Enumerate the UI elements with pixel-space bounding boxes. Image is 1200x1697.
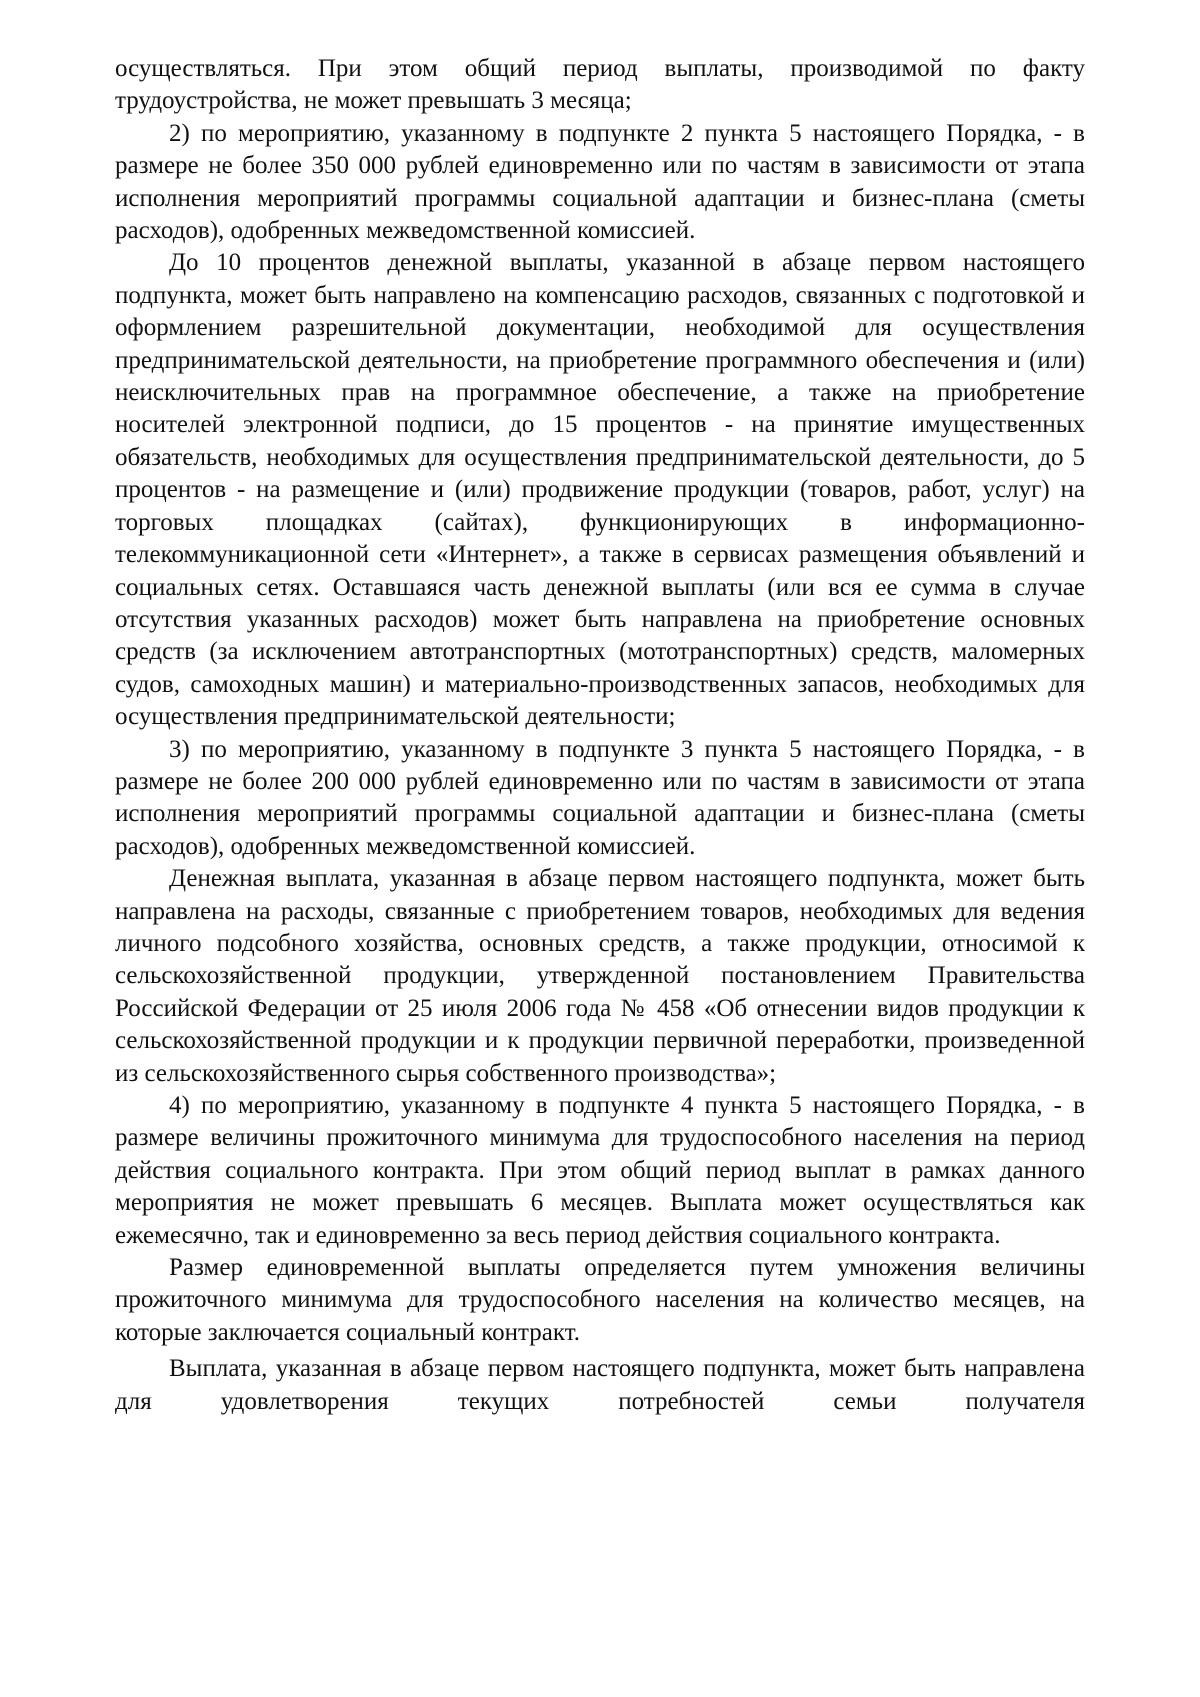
paragraph-item-2: 2) по мероприятию, указанному в подпункте 2 пункта 5 настоящего Порядка, - в размере не более 350 000 рублей единовременно или по частям в зависимости от этапа исполнения мероприятий программы социальной адаптации и бизнес-плана (сметы расходов), одобренных межведомственной комиссией. xyxy=(115,119,1085,245)
paragraph-payment-purpose: Выплата, указанная в абзаце первом настоящего подпункта, может быть направлена для удовлетворения текущих потребностей семьи получателя xyxy=(115,1355,1085,1415)
paragraph-item-3: 3) по мероприятию, указанному в подпункте 3 пункта 5 настоящего Порядка, - в размере не более 200 000 рублей единовременно или по частям в зависимости от этапа исполнения мероприятий программы социальной адаптации и бизнес-плана (сметы расходов), одобренных межведомственной комиссией. xyxy=(115,735,1085,860)
document-page xyxy=(115,53,1085,1418)
paragraph-continuation: осуществляться. При этом общий период выплаты, производимой по факту трудоустройства, не может превышать 3 месяца; xyxy=(115,55,1085,115)
paragraph-lump-sum: Размер единовременной выплаты определяется путем умножения величины прожиточного минимума для трудоспособного населения на количество месяцев, на которые заключается социальный контракт. xyxy=(115,1254,1085,1346)
paragraph-item-2-detail: До 10 процентов денежной выплаты, указанной в абзаце первом настоящего подпункта, может быть направлено на компенсацию расходов, связанных с подготовкой и оформлением разрешительной документации, необходимой для осуществления предпринимательской деятельности, на приобретение программного обеспечения и (или) неисключительных прав на программное обеспечение, а также на приобретение носителей электронной подписи, до 15 процентов - на принятие имущественных обязательств, необходимых для осуществления предпринимательской деятельности, до 5 процентов - на размещение и (или) продвижение продукции (товаров, работ, услуг) на торговых площадках (сайтах), функционирующих в информационно-телекоммуникационной сети «Интернет», а также в сервисах размещения объявлений и социальных сетях. Оставшаяся часть денежной выплаты (или вся ее сумма в случае отсутствия указанных расходов) может быть направлена на приобретение основных средств (за исключением автотранспортных (мототранспортных) средств, маломерных судов, самоходных машин) и материально-производственных запасов, необходимых для осуществления предпринимательской деятельности; xyxy=(115,249,1085,731)
paragraph-item-3-detail: Денежная выплата, указанная в абзаце первом настоящего подпункта, может быть направлена на расходы, связанные с приобретением товаров, необходимых для ведения личного подсобного хозяйства, основных средств, а также продукции, относимой к сельскохозяйственной продукции, утвержденной постановлением Правительства Российской Федерации от 25 июля 2006 года № 458 «Об отнесении видов продукции к сельскохозяйственной продукции и к продукции первичной переработки, произведенной из сельскохозяйственного сырья собственного производства»; xyxy=(115,865,1085,1087)
paragraph-item-4: 4) по мероприятию, указанному в подпункте 4 пункта 5 настоящего Порядка, - в размере величины прожиточного минимума для трудоспособного населения на период действия социального контракта. При этом общий период выплат в рамках данного мероприятия не может превышать 6 месяцев. Выплата может осуществляться как ежемесячно, так и единовременно за весь период действия социального контракта. xyxy=(115,1092,1085,1249)
